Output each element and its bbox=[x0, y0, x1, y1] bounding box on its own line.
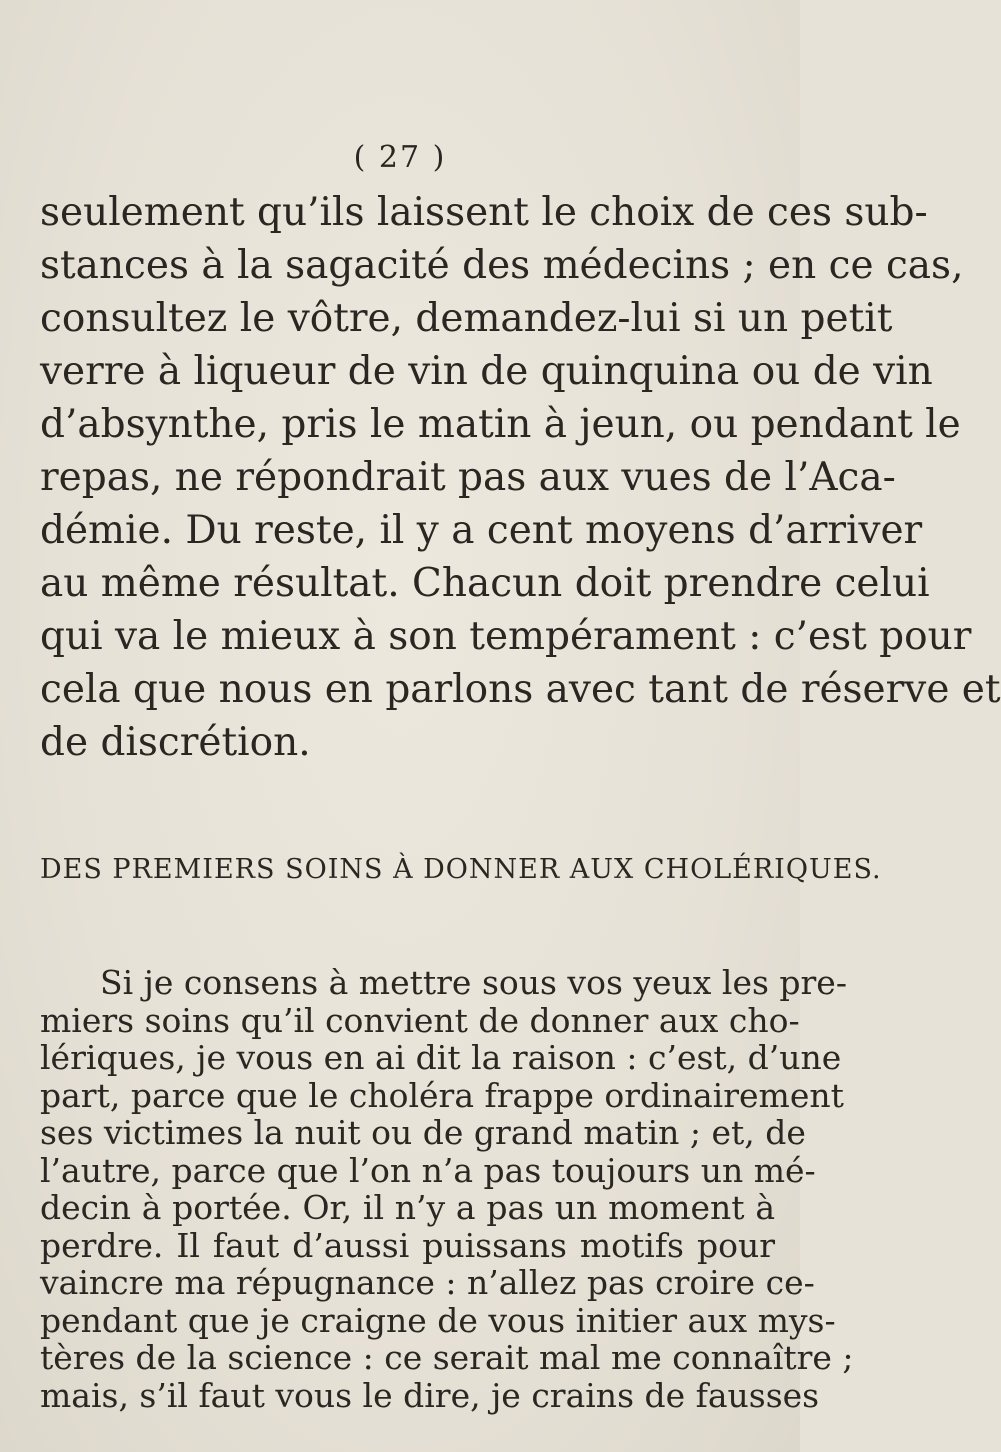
text-line: mais, s’il faut vous le dire, je crains de fausses bbox=[40, 1375, 820, 1415]
text-line: repas, ne répondrait pas aux vues de l’Aca- bbox=[40, 455, 896, 500]
text-line: au même résultat. Chacun doit prendre celui bbox=[40, 561, 930, 606]
text-line-last: de discrétion. bbox=[40, 720, 311, 765]
text-line: qui va le mieux à son tempérament : c’est pour bbox=[40, 614, 972, 659]
text-line: miers soins qu’il convient de donner aux cho- bbox=[40, 1000, 800, 1040]
text-line: l’autre, parce que l’on n’a pas toujours un mé- bbox=[40, 1150, 816, 1190]
text-line: stances à la sagacité des médecins ; en ce cas, bbox=[40, 243, 964, 288]
text-line: cela que nous en parlons avec tant de réserve et bbox=[40, 667, 1001, 712]
text-line: consultez le vôtre, demandez-lui si un petit bbox=[40, 296, 893, 341]
text-line: tères de la science : ce serait mal me connaître ; bbox=[40, 1338, 854, 1377]
text-line: démie. Du reste, il y a cent moyens d’arriver bbox=[40, 508, 923, 553]
text-line: d’absynthe, pris le matin à jeun, ou pendant le bbox=[40, 402, 961, 447]
section-heading: DES PREMIERS SOINS À DONNER AUX CHOLÉRIQUES. bbox=[40, 854, 882, 885]
page-number: ( 27 ) bbox=[353, 140, 447, 175]
text-line: verre à liqueur de vin de quinquina ou de vin bbox=[40, 349, 933, 394]
text-line: seulement qu’ils laissent le choix de ces sub- bbox=[40, 190, 928, 235]
text-line: vaincre ma répugnance : n’allez pas croire ce- bbox=[40, 1263, 815, 1302]
text-line: lériques, je vous en ai dit la raison : c’est, d’une bbox=[40, 1038, 842, 1077]
text-line: part, parce que le choléra frappe ordinairement bbox=[40, 1075, 844, 1115]
text-line-indent: Si je consens à mettre sous vos yeux les pre- bbox=[100, 963, 847, 1002]
text-line: ses victimes la nuit ou de grand matin ; et, de bbox=[40, 1113, 806, 1152]
text-line: decin à portée. Or, il n’y a pas un moment à bbox=[40, 1188, 775, 1227]
text-line: perdre. Il faut d’aussi puissans motifs pour bbox=[40, 1225, 775, 1265]
text-line: pendant que je craigne de vous initier aux mys- bbox=[40, 1300, 836, 1340]
